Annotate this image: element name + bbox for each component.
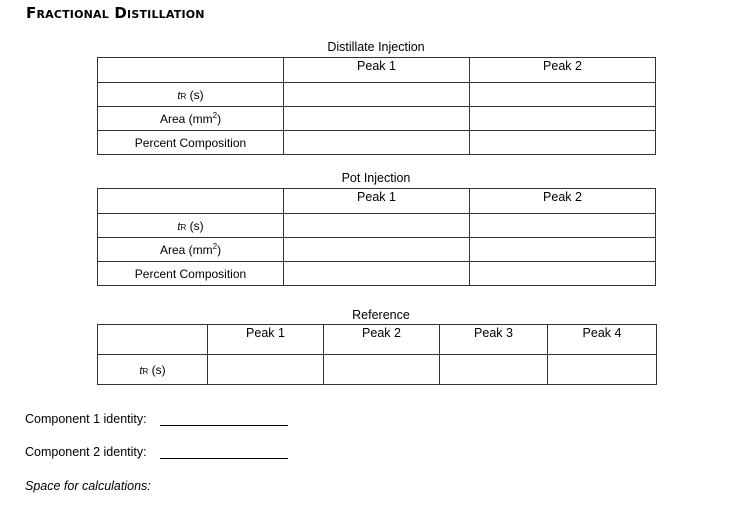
- row-label-tr: tR (s): [98, 355, 208, 385]
- table-row: [98, 83, 656, 107]
- component-1-label: Component 1 identity:: [25, 412, 147, 426]
- table-row: [98, 262, 656, 286]
- input-cell[interactable]: [470, 83, 656, 107]
- input-cell[interactable]: [284, 214, 470, 238]
- input-cell[interactable]: [208, 355, 324, 385]
- component-2-label: Component 2 identity:: [25, 445, 147, 459]
- row-label-tr: tR (s): [98, 214, 284, 238]
- table-row: [98, 107, 656, 131]
- table-row: [98, 238, 656, 262]
- reference-table: [97, 324, 657, 385]
- table-row: [98, 131, 656, 155]
- input-cell[interactable]: [470, 214, 656, 238]
- input-cell[interactable]: [284, 131, 470, 155]
- pot-caption: Pot Injection: [341, 171, 411, 185]
- input-cell[interactable]: [440, 355, 548, 385]
- header-peak-2: Peak 2: [470, 58, 656, 83]
- input-cell[interactable]: [548, 355, 657, 385]
- header-peak-1: Peak 1: [208, 325, 324, 355]
- input-cell[interactable]: [284, 83, 470, 107]
- reference-caption: Reference: [352, 308, 410, 322]
- table-row: [98, 214, 656, 238]
- table-header-row: [98, 189, 656, 214]
- table-header-row: [98, 325, 657, 355]
- calculations-label: Space for calculations:: [25, 479, 151, 493]
- row-label-area: Area $(mm^2)$: [98, 107, 284, 131]
- input-cell[interactable]: [470, 131, 656, 155]
- component-2-blank[interactable]: [160, 458, 288, 459]
- header-peak-2: Peak 2: [324, 325, 440, 355]
- row-label-area: Area $(mm^2)$: [98, 238, 284, 262]
- input-cell[interactable]: [470, 238, 656, 262]
- table-header-row: [98, 58, 656, 83]
- distillate-caption: Distillate Injection: [327, 40, 425, 54]
- header-peak-2: Peak 2: [470, 189, 656, 214]
- component-1-blank[interactable]: [160, 425, 288, 426]
- row-label-percent: Percent Composition: [98, 131, 284, 155]
- header-peak-1: Peak 1: [284, 189, 470, 214]
- input-cell[interactable]: [470, 262, 656, 286]
- header-peak-4: Peak 4: [548, 325, 657, 355]
- row-label-tr: tR (s): [98, 83, 284, 107]
- input-cell[interactable]: [470, 107, 656, 131]
- input-cell[interactable]: [284, 262, 470, 286]
- header-empty-cell: [98, 189, 284, 214]
- page-title: Fractional Distillation: [26, 4, 205, 22]
- distillate-table: [97, 57, 656, 155]
- header-empty-cell: [98, 325, 208, 355]
- table-row: [98, 355, 657, 385]
- header-peak-3: Peak 3: [440, 325, 548, 355]
- input-cell[interactable]: [324, 355, 440, 385]
- header-peak-1: Peak 1: [284, 58, 470, 83]
- pot-table: [97, 188, 656, 286]
- header-empty-cell: [98, 58, 284, 83]
- input-cell[interactable]: [284, 107, 470, 131]
- input-cell[interactable]: [284, 238, 470, 262]
- row-label-percent: Percent Composition: [98, 262, 284, 286]
